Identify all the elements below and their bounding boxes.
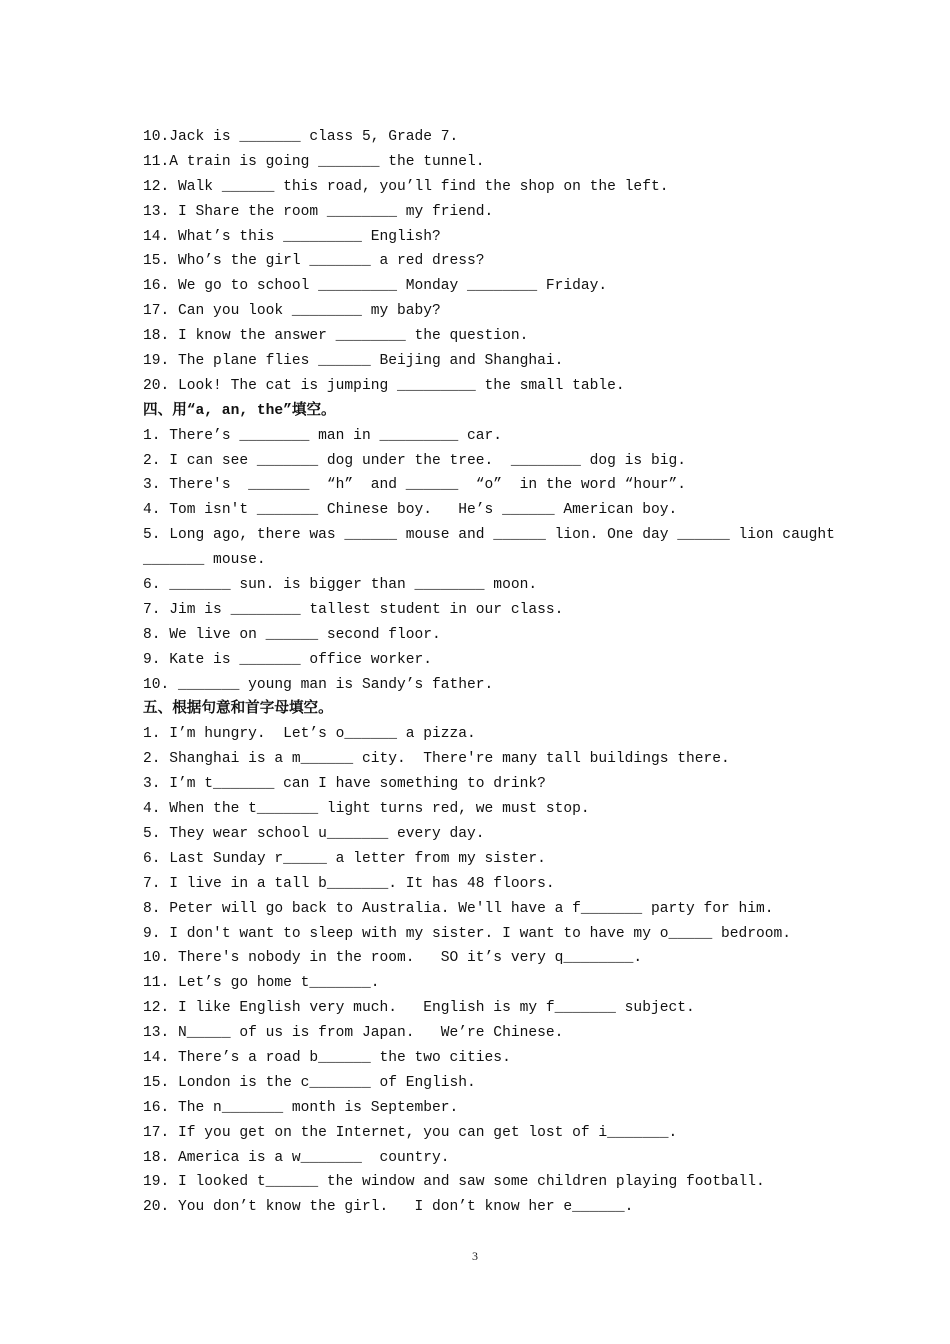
question-line: 16. The n_______ month is September. xyxy=(143,1099,459,1116)
question-line: 19. The plane flies ______ Beijing and Shanghai. xyxy=(143,353,564,370)
question-line: 10. _______ young man is Sandy’s father. xyxy=(143,676,494,693)
question-line: 6. Last Sunday r_____ a letter from my sister. xyxy=(143,850,546,867)
question-line: 14. There’s a road b______ the two cities. xyxy=(143,1049,511,1066)
question-line: 3. There's _______ “h” and ______ “o” in the word “hour”. xyxy=(143,477,686,494)
question-line: 18. I know the answer ________ the question. xyxy=(143,328,529,345)
question-line: 18. America is a w_______ country. xyxy=(143,1149,450,1166)
question-line: 11. Let’s go home t_______. xyxy=(143,975,380,992)
question-line: 1. There’s ________ man in _________ car. xyxy=(143,427,503,444)
question-line: 4. When the t_______ light turns red, we must stop. xyxy=(143,801,590,818)
page-number: 3 xyxy=(472,1249,478,1263)
question-line: 7. I live in a tall b_______. It has 48 floors. xyxy=(143,875,555,892)
question-line: 14. What’s this _________ English? xyxy=(143,228,441,245)
question-line: 10. There's nobody in the room. SO it’s very q________. xyxy=(143,950,643,967)
section-3-continued xyxy=(143,125,833,399)
question-line: 17. If you get on the Internet, you can get lost of i_______. xyxy=(143,1124,678,1141)
question-line: 13. N_____ of us is from Japan. We’re Chinese. xyxy=(143,1025,564,1042)
question-line: 11.A train is going _______ the tunnel. xyxy=(143,153,485,170)
question-line: 13. I Share the room ________ my friend. xyxy=(143,203,494,220)
question-line: 19. I looked t______ the window and saw some children playing football. xyxy=(143,1174,765,1191)
question-line: 8. Peter will go back to Australia. We'll have a f_______ party for him. xyxy=(143,900,774,917)
question-line: 4. Tom isn't _______ Chinese boy. He’s ______ American boy. xyxy=(143,502,678,519)
section-4-heading: 四、用“a, an, the”填空。 xyxy=(143,402,336,419)
question-line: 16. We go to school _________ Monday ________ Friday. xyxy=(143,278,608,295)
worksheet-body xyxy=(143,125,833,1220)
question-line: _______ mouse. xyxy=(143,552,266,569)
question-line: 2. I can see _______ dog under the tree. ________ dog is big. xyxy=(143,452,686,469)
question-line: 2. Shanghai is a m______ city. There're many tall buildings there. xyxy=(143,751,730,768)
question-line: 8. We live on ______ second floor. xyxy=(143,626,441,643)
question-line: 15. London is the c_______ of English. xyxy=(143,1074,476,1091)
question-line: 9. Kate is _______ office worker. xyxy=(143,651,433,668)
question-line: 5. They wear school u_______ every day. xyxy=(143,825,485,842)
question-line: 9. I don't want to sleep with my sister. I want to have my o_____ bedroom. xyxy=(143,925,792,942)
question-line: 5. Long ago, there was ______ mouse and ______ lion. One day ______ lion caught xyxy=(143,527,835,544)
section-4 xyxy=(143,399,833,698)
section-5 xyxy=(143,697,833,1220)
section-5-heading: 五、根据句意和首字母填空。 xyxy=(143,701,333,718)
question-line: 1. I’m hungry. Let’s o______ a pizza. xyxy=(143,726,476,743)
question-line: 20. You don’t know the girl. I don’t know her e______. xyxy=(143,1199,634,1216)
question-line: 7. Jim is ________ tallest student in our class. xyxy=(143,601,564,618)
question-line: 12. Walk ______ this road, you’ll find the shop on the left. xyxy=(143,178,669,195)
question-line: 12. I like English very much. English is my f_______ subject. xyxy=(143,1000,695,1017)
question-line: 15. Who’s the girl _______ a red dress? xyxy=(143,253,485,270)
question-line: 10.Jack is _______ class 5, Grade 7. xyxy=(143,129,459,145)
question-line: 17. Can you look ________ my baby? xyxy=(143,303,441,320)
question-line: 6. _______ sun. is bigger than ________ moon. xyxy=(143,577,538,594)
question-line: 3. I’m t_______ can I have something to drink? xyxy=(143,776,546,793)
question-line: 20. Look! The cat is jumping _________ the small table. xyxy=(143,377,625,394)
